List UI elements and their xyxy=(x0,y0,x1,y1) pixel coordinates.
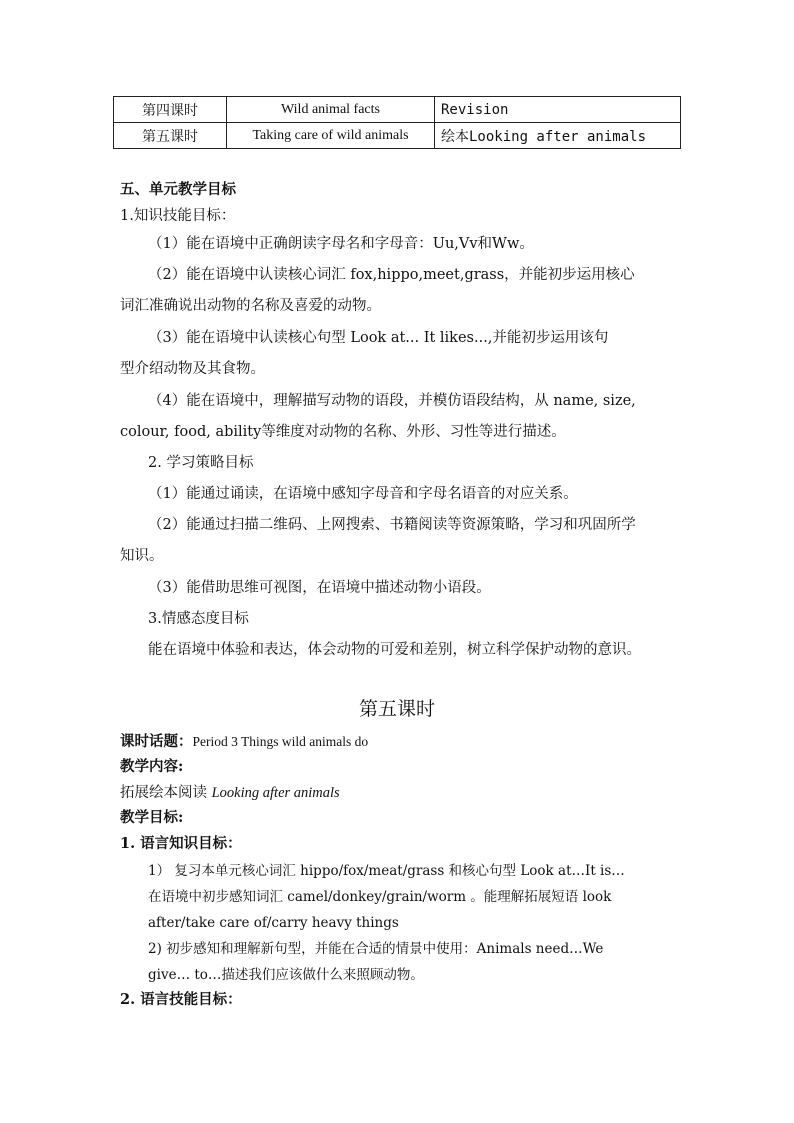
topic-line xyxy=(120,732,368,752)
lesson-table xyxy=(113,96,681,149)
objective-line: 能在语境中体验和表达，体会动物的可爱和差别，树立科学保护动物的意识。 xyxy=(148,642,641,658)
objective-line: （1）能通过诵读，在语境中感知字母音和字母名语音的对应关系。 xyxy=(148,486,578,502)
strategy-title: 2. 学习策略目标 xyxy=(148,455,254,471)
section-title: 五、单元教学目标 xyxy=(120,181,236,198)
content-label: 教学内容: xyxy=(120,758,184,775)
objective-line: 知识。 xyxy=(120,548,164,564)
objective-line: 词汇准确说出动物的名称及喜爱的动物。 xyxy=(120,298,381,314)
objective-line: after/take care of/carry heavy things xyxy=(148,915,399,931)
content-cell: 绘本Looking after animals xyxy=(435,123,681,149)
topic-value: Period 3 Things wild animals do xyxy=(192,734,369,749)
objective-line: （3）能在语境中认读核心句型 Look at... It likes...,并能初步运用该句 xyxy=(148,330,609,346)
content-line xyxy=(120,783,340,803)
lesson-cell: 第五课时 xyxy=(114,123,227,149)
objective-line: （2）能通过扫描二维码、上网搜索、书籍阅读等资源策略，学习和巩固所学 xyxy=(148,517,636,533)
objective-line: colour, food, ability等维度对动物的名称、外形、习性等进行描述。 xyxy=(120,424,566,440)
content-cell: Revision xyxy=(435,97,681,123)
topic-cell: Wild animal facts xyxy=(227,97,435,123)
objective-line: （1）能在语境中正确朗读字母名和字母音：Uu,Vv和Ww。 xyxy=(148,236,534,252)
lang-knowledge-title: 1. 语言知识目标： xyxy=(120,835,242,852)
objective-line: （2）能在语境中认读核心词汇 fox,hippo,meet,grass，并能初步运用核心 xyxy=(148,267,635,283)
lesson-heading: 第五课时 xyxy=(358,698,435,720)
knowledge-title: 1.知识技能目标： xyxy=(120,208,236,224)
objective-line: （3）能借助思维可视图，在语境中描述动物小语段。 xyxy=(148,580,491,596)
objective-line: give… to…描述我们应该做什么来照顾动物。 xyxy=(148,967,424,983)
objectives-label: 教学目标: xyxy=(120,809,184,826)
emotion-title: 3.情感态度目标 xyxy=(148,611,249,627)
content-prefix: 拓展绘本阅读 xyxy=(120,785,212,801)
objective-line: 2) 初步感知和理解新句型，并能在合适的情景中使用：Animals need…We xyxy=(148,941,604,957)
topic-cell: Taking care of wild animals xyxy=(227,123,435,149)
topic-label: 课时话题： xyxy=(120,733,193,750)
objective-line: 在语境中初步感知词汇 camel/donkey/grain/worm 。能理解拓展短语 look xyxy=(148,889,612,905)
table-row xyxy=(114,97,681,123)
objective-line: 型介绍动物及其食物。 xyxy=(120,361,265,377)
lang-skill-title: 2. 语言技能目标： xyxy=(120,991,242,1008)
table-row xyxy=(114,123,681,149)
objective-line: （4）能在语境中，理解描写动物的语段，并模仿语段结构，从 name, size, xyxy=(148,393,636,409)
book-title: Looking after animals xyxy=(211,785,340,801)
objective-line: 1） 复习本单元核心词汇 hippo/fox/meat/grass 和核心句型 Look at…It is… xyxy=(148,863,625,879)
lesson-cell: 第四课时 xyxy=(114,97,227,123)
